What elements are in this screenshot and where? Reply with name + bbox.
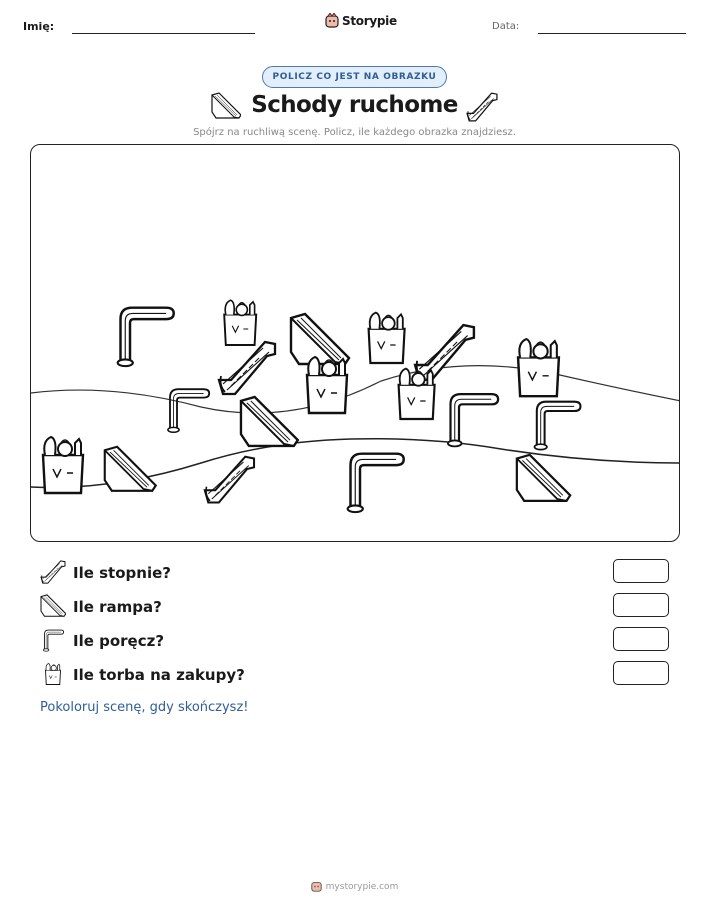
storypie-logo-icon (325, 13, 339, 29)
shopping-bag-3 (307, 357, 347, 413)
scene-illustration (31, 145, 680, 542)
question-row (40, 660, 670, 694)
question-row (40, 626, 670, 660)
question-text: Ile stopnie? (73, 564, 171, 582)
shopping-bag-icon (40, 662, 66, 686)
handrail-4 (448, 394, 498, 446)
handrail-3 (348, 454, 404, 512)
brand-name: Storypie (342, 14, 397, 28)
question-text: Ile poręcz? (73, 632, 165, 650)
ramp-4 (517, 455, 570, 501)
shopping-bag-4 (399, 369, 435, 419)
shopping-bag-2 (369, 313, 405, 363)
shopping-bag-5 (518, 339, 559, 396)
escalator-1 (219, 342, 275, 394)
question-text: Ile torba na zakupy? (73, 666, 245, 684)
answer-box[interactable] (613, 593, 669, 617)
answer-box[interactable] (613, 661, 669, 685)
handrail-2 (168, 389, 209, 432)
footer (0, 880, 709, 893)
ramp-3 (105, 447, 156, 491)
footer-url: mystorypie.com (325, 881, 399, 892)
activity-badge: POLICZ CO JEST NA OBRAZKU (262, 66, 447, 88)
answer-box[interactable] (613, 627, 669, 651)
answer-box[interactable] (613, 559, 669, 583)
handrail-1 (118, 308, 174, 366)
date-label: Data: (492, 21, 520, 32)
shopping-bag-1 (224, 300, 256, 345)
worksheet-header (0, 0, 709, 50)
name-label: Imię: (23, 20, 55, 33)
escalator-2 (415, 325, 474, 380)
handrail-5 (534, 402, 580, 450)
handrail-icon (40, 628, 66, 652)
question-text: Ile rampa? (73, 598, 162, 616)
question-row (40, 558, 670, 592)
coloring-note: Pokoloruj scenę, gdy skończysz! (40, 700, 249, 715)
page-title: Schody ruchome (251, 92, 458, 118)
date-line (538, 33, 686, 34)
escalator-icon (40, 560, 66, 584)
escalator-3 (205, 457, 254, 503)
floor-line-upper (31, 366, 680, 413)
name-line (72, 33, 255, 34)
ramp-icon (40, 594, 66, 618)
ramp-1 (291, 314, 349, 364)
brand (325, 13, 397, 29)
shopping-bag-6 (43, 437, 83, 493)
escalator-icon (466, 92, 498, 122)
ramp-2 (241, 397, 298, 446)
storypie-logo-icon (311, 880, 322, 893)
question-list (40, 558, 670, 694)
instructions: Spójrz na ruchliwą scenę. Policz, ile każdego obrazka znajdziesz. (193, 127, 516, 138)
counting-scene (30, 144, 680, 542)
question-row (40, 592, 670, 626)
